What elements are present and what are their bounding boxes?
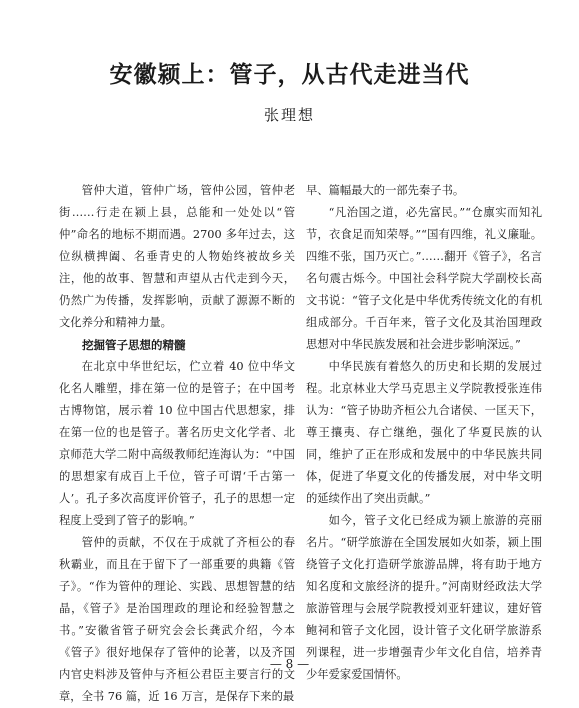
paragraph-guanzi-book: 管仲的贡献，不仅在于成就了齐桓公的春秋霸业，而且在于留下了一部重要的典籍《管子》。“作为管仲的理论、实践、思想智慧的结晶，《管子》是治国理政的理论和经验智慧之书。”安徽省管子研究会会长龚武介绍，今本《管子》很好地保存了管仲的论著，以及齐国内官史料涉及管仲与齐桓公君臣主要言行的文章，全书 76 篇，近 16 万言，是保存下来的最 [59,536,295,703]
left-column [59,180,295,708]
paragraph-continued: 早、篇幅最大的一部先秦子书。 [306,184,465,197]
page-number: — 8 — [269,657,310,671]
article-title: 安徽颍上：管子，从古代走进当代 [109,62,470,88]
paragraph-quotes: “凡治国之道，必先富民。”“仓廪实而知礼节，衣食足而知荣辱。”“国有四维，礼义廉耻。四维不张，国乃灭亡。”……翻开《管子》，名言名句震古烁今。中国社会科学院大学副校长高文书说：“管子文化是中华优秀传统文化的有机组成部分。千百年来，管子文化及其治国理政思想对中华民族发展和社会进步影响深远。” [306,206,542,351]
right-column [306,180,542,686]
paragraph-tourism: 如今，管子文化已经成为颍上旅游的亮丽名片。“研学旅游在全国发展如火如荼，颍上围绕管子文化打造研学旅游品牌，将有助于地方知名度和文旅经济的提升。”河南财经政法大学旅游管理与会展学院教授刘亚轩建议，建好管鲍祠和管子文化园，设计管子文化研学旅游系列课程，进一步增强青少年文化自信，培养青少年爱家爱国情怀。 [306,514,542,681]
section-heading: 挖掘管子思想的精髓 [82,338,186,352]
paragraph-history: 中华民族有着悠久的历史和长期的发展过程。北京林业大学马克思主义学院教授张连伟认为：“管子协助齐桓公九合诸侯、一匡天下，尊王攘夷、存亡继绝，强化了华夏民族的认同，维护了正在形成和发展中的中华民族共同体，促进了华夏文化的传播发展，对中华文明的延续作出了突出贡献。” [306,360,542,505]
paragraph-intro: 管仲大道，管仲广场，管仲公园，管仲老街……行走在颍上县，总能和一处处以“管仲”命名的地标不期而遇。2700 多年过去，这位纵横捭阖、名垂青史的人物始终被故乡关注，他的故事、智慧和声望从古代走到今天，仍然广为传播，发挥影响，贡献了源源不断的文化养分和精神力量。 [59,184,295,329]
paragraph-statues: 在北京中华世纪坛，伫立着 40 位中华文化名人雕塑，排在第一位的是管子；在中国考古博物馆，展示着 10 位中国古代思想家，排在第一位的也是管子。著名历史文化学者、北京师范大学二附中高级教师纪连海认为：“中国的思想家有成百上千位，管子可谓‘千古第一人’。孔子多次高度评价管子，孔子的思想一定程度上受到了管子的影响。” [59,360,295,527]
article-author: 张理想 [263,106,315,124]
